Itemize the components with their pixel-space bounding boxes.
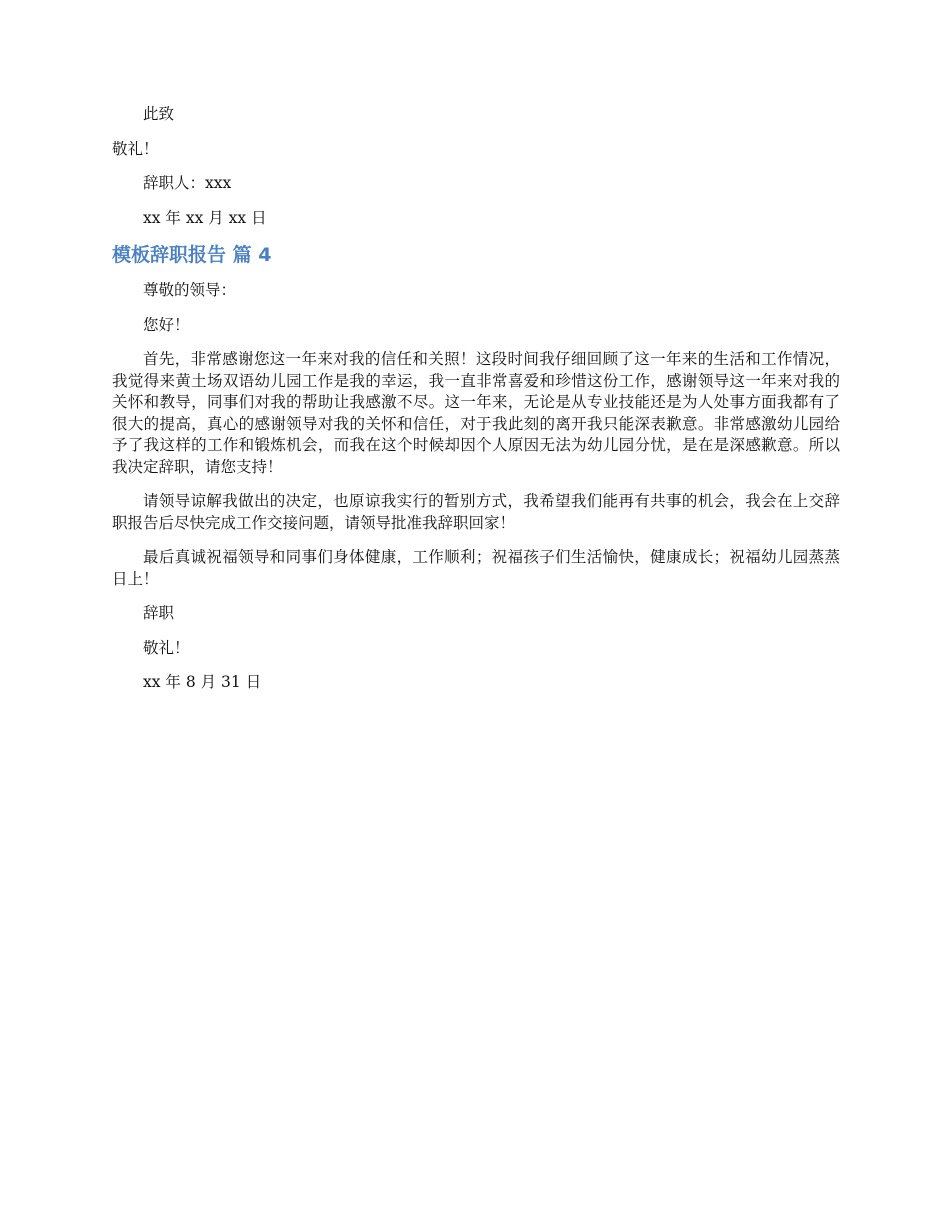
greeting: 您好！ (143, 315, 190, 334)
closing-line: 辞职 (143, 604, 175, 622)
signer-line: 辞职人：xxx (143, 174, 232, 192)
closing-line: 此致 (143, 105, 175, 123)
salutation: 尊敬的领导： (143, 281, 237, 299)
salute-line: 敬礼！ (143, 638, 190, 657)
date-line: xx 年 8 月 31 日 (143, 673, 262, 691)
body-paragraph: 请领导谅解我做出的决定，也原谅我实行的暂别方式，我希望我们能再有共事的机会，我会在上交辞职报告后尽快完成工作交接问题，请领导批准我辞职回家！ (112, 492, 840, 532)
body-paragraph: 最后真诚祝福领导和同事们身体健康，工作顺利；祝福孩子们生活愉快，健康成长；祝福幼儿园蒸蒸日上！ (112, 548, 840, 588)
body-paragraph: 首先，非常感谢您这一年来对我的信任和关照！这段时间我仔细回顾了这一年来的生活和工作情况，我觉得来黄土场双语幼儿园工作是我的幸运，我一直非常喜爱和珍惜这份工作，感谢领导这一年来对我的关怀和教导，同事们对我的帮助让我感激不尽。这一年来，无论是从专业技能还是为人处事方面我都有了很大的提高，真心的感谢领导对我的关怀和信任，对于我此刻的离开我只能深表歉意。非常感激幼儿园给予了我这样的工作和锻炼机会，而我在这个时候却因个人原因无法为幼儿园分忧，是在是深感歉意。所以我决定辞职，请您支持！ (112, 350, 840, 476)
section-heading: 模板辞职报告 篇 4 (112, 244, 272, 266)
salute-line: 敬礼！ (112, 139, 159, 158)
document-page (112, 104, 840, 707)
date-line: xx 年 xx 月 xx 日 (143, 208, 267, 227)
